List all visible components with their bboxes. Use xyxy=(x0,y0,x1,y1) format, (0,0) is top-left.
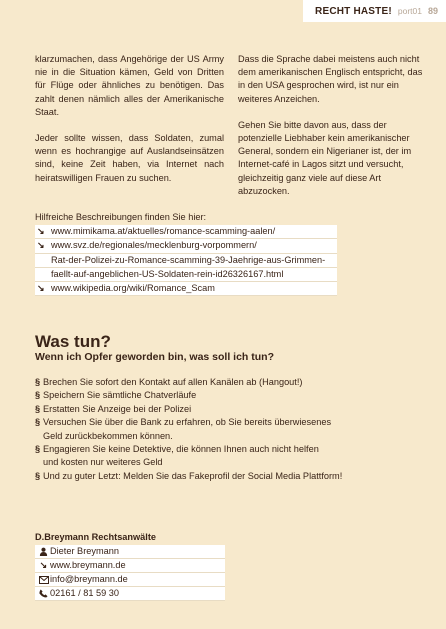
list-item: § Erstatten Sie Anzeige bei der Polizei xyxy=(35,403,427,416)
link-text: www.svz.de/regionales/mecklenburg-vorpommern/ xyxy=(51,240,257,251)
list-item: § Brechen Sie sofort den Kontakt auf allen Kanälen ab (Hangout!) xyxy=(35,376,427,389)
paragraph: Jeder sollte wissen, dass Soldaten, zumal wenn es hochrangige auf Auslandseinsätzen sind, keine Zeit haben, via Internet nach heiratswilligen Frauen zu suchen. xyxy=(35,133,224,183)
paragraph: Gehen Sie bitte davon aus, dass der potenzielle Liebhaber kein amerikanischer General, sondern ein Nigerianer ist, der im Internet-café in Lagos sitzt und versucht, gleichzeitig ganz viele auf diese Art abzuzocken. xyxy=(238,119,412,196)
section-sign-icon: § xyxy=(35,444,41,455)
link-item[interactable] xyxy=(35,239,337,253)
links-section xyxy=(35,211,427,296)
link-item[interactable] xyxy=(35,225,337,239)
link-item-continued[interactable] xyxy=(35,268,337,282)
link-text: faellt-auf-angeblichen-US-Soldaten-rein-id26326167.html xyxy=(51,268,284,279)
section-title: Was tun? xyxy=(35,332,111,351)
paragraph: klarzumachen, dass Angehörige der US Army nie in die Situation kämen, Geld von Dritten für Flüge oder ähnliches zu benötigen. Das zahlt denen nämlich alles der Amerikanische Staat. xyxy=(35,54,224,117)
list-item: § Speichern Sie sämtliche Chatverläufe xyxy=(35,389,427,402)
list-item: § Versuchen Sie über die Bank zu erfahren, ob Sie bereits überwiesenes xyxy=(35,416,427,429)
left-column xyxy=(35,53,224,211)
steps-list xyxy=(35,376,427,483)
arrow-down-right-icon: ↘ xyxy=(39,560,48,571)
section-sign-icon: § xyxy=(35,470,41,481)
arrow-down-right-icon: ↘ xyxy=(37,240,45,251)
page-header xyxy=(303,0,446,22)
link-text: www.wikipedia.org/wiki/Romance_Scam xyxy=(51,283,215,294)
section-sign-icon: § xyxy=(35,390,41,401)
link-text: www.mimikama.at/aktuelles/romance-scamming-aalen/ xyxy=(51,226,276,237)
what-to-do-heading xyxy=(35,332,427,364)
list-item-continuation: Geld zurückbekommen können. xyxy=(43,430,173,441)
contact-phone-row[interactable] xyxy=(35,587,225,601)
list-item: § Engagieren Sie keine Detektive, die können Ihnen auch nicht helfen xyxy=(35,443,427,456)
contact-web: www.breymann.de xyxy=(50,560,126,571)
arrow-down-right-icon: ↘ xyxy=(37,283,45,294)
contact-web-row[interactable] xyxy=(35,559,225,573)
contact-email-row[interactable] xyxy=(35,573,225,587)
list-item-continuation: und kosten nur weiteres Geld xyxy=(43,457,163,468)
list-item: § Und zu guter Letzt: Melden Sie das Fakeprofil der Social Media Plattform! xyxy=(35,470,427,483)
issue-label: port01 xyxy=(397,6,422,16)
section-subtitle: Wenn ich Opfer geworden bin, was soll ich tun? xyxy=(35,351,274,363)
links-intro: Hilfreiche Beschreibungen finden Sie hier: xyxy=(35,212,207,222)
link-item[interactable] xyxy=(35,282,337,296)
phone-icon xyxy=(37,589,50,598)
paragraph: Dass die Sprache dabei meistens auch nicht dem amerikanischen Englisch entspricht, das in den USA gesprochen wird, ist nur ein weiteres Anzeichen. xyxy=(238,54,423,104)
page-number: 89 xyxy=(427,6,438,16)
magazine-brand: RECHT HASTE! xyxy=(315,5,392,17)
arrow-down-right-icon: ↘ xyxy=(37,226,45,237)
contact-email: info@breymann.de xyxy=(50,574,128,585)
link-item-continued[interactable] xyxy=(35,254,337,268)
contact-block xyxy=(35,531,225,601)
article-columns xyxy=(35,53,427,211)
contact-phone: 02161 / 81 59 30 xyxy=(50,588,119,599)
firm-name: D.Breymann Rechtsanwälte xyxy=(35,532,157,542)
link-text: Rat-der-Polizei-zu-Romance-scamming-39-Jaehrige-aus-Grimmen- xyxy=(51,254,326,265)
section-sign-icon: § xyxy=(35,377,41,387)
section-sign-icon: § xyxy=(35,417,41,428)
contact-name: Dieter Breymann xyxy=(50,546,119,557)
person-icon xyxy=(37,547,50,556)
right-column xyxy=(238,53,427,211)
contact-name-row xyxy=(35,545,225,559)
envelope-icon xyxy=(37,576,50,584)
section-sign-icon: § xyxy=(35,403,41,414)
